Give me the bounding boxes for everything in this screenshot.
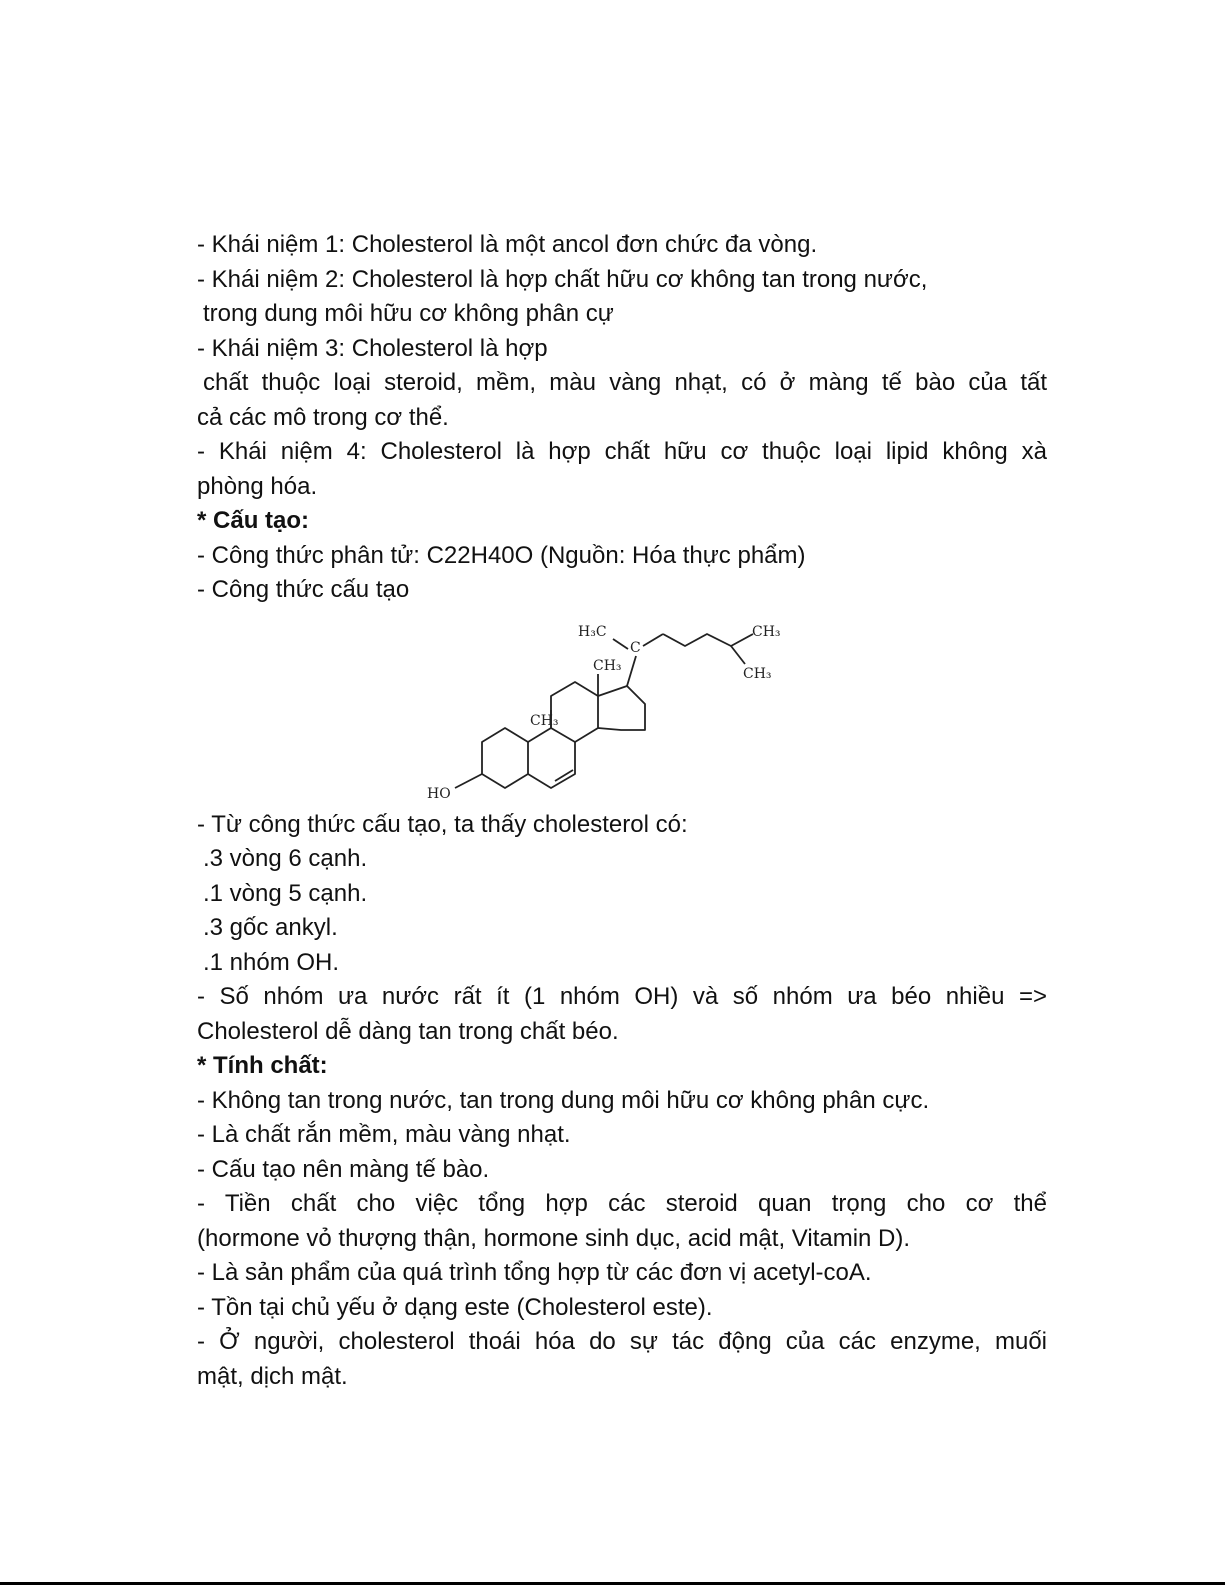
analysis-intro: - Từ công thức cấu tạo, ta thấy cholesterol có: <box>197 810 688 838</box>
double-bond <box>555 770 573 781</box>
property-2: - Là chất rắn mềm, màu vàng nhạt. <box>197 1121 571 1148</box>
concept-3-cont: chất thuộc loại steroid, mềm, màu vàng nhạt, có ở màng tế bào của tất <box>203 369 1047 396</box>
analysis-item: .3 gốc ankyl. <box>203 914 338 941</box>
concept-3: - Khái niệm 3: Cholesterol là hợp <box>197 334 548 362</box>
cholesterol-structure-figure <box>197 608 1047 808</box>
ring-a <box>482 728 528 788</box>
property-1: - Không tan trong nước, tan trong dung môi hữu cơ không phân cực. <box>197 1086 930 1114</box>
concept-4: - Khái niệm 4: Cholesterol là hợp chất hữu cơ thuộc loại lipid không xà <box>197 438 1047 465</box>
ho-bond <box>455 774 482 788</box>
property-6: - Tồn tại chủ yếu ở dạng este (Cholesterol este). <box>197 1293 713 1321</box>
ring-b <box>528 728 575 788</box>
concept-1: - Khái niệm 1: Cholesterol là một ancol đơn chức đa vòng. <box>197 231 818 258</box>
analysis-item: .1 vòng 5 cạnh. <box>203 879 368 907</box>
label-c: C <box>630 639 641 656</box>
property-4-end: (hormone vỏ thượng thận, hormone sinh dục, acid mật, Vitamin D). <box>197 1224 911 1252</box>
label-ch3-right: CH₃ <box>743 665 772 682</box>
label-ch3-top-right: CH₃ <box>752 623 781 640</box>
label-ho: HO <box>427 785 451 802</box>
ring-d <box>598 686 645 730</box>
concept-2-cont: trong dung môi hữu cơ không phân cự <box>203 300 614 327</box>
side-chain-5 <box>731 646 745 664</box>
concept-4-end: phòng hóa. <box>197 472 318 500</box>
property-3: - Cấu tạo nên màng tế bào. <box>197 1155 490 1183</box>
structural-formula-label: - Công thức cấu tạo <box>197 576 410 603</box>
analysis-conclusion: - Số nhóm ưa nước rất ít (1 nhóm OH) và số nhóm ưa béo nhiều => <box>197 983 1047 1010</box>
analysis-conclusion-end: Cholesterol dễ dàng tan trong chất béo. <box>197 1017 619 1045</box>
side-chain-2 <box>613 639 628 649</box>
structure-heading: * Cấu tạo: <box>197 507 310 534</box>
analysis-item: .1 nhóm OH. <box>203 948 340 976</box>
concept-3-end: cả các mô trong cơ thể. <box>197 403 449 431</box>
side-chain-1 <box>627 656 636 686</box>
label-ch3-d: CH₃ <box>593 657 622 674</box>
side-chain-4 <box>663 634 753 646</box>
property-7-end: mật, dịch mật. <box>197 1362 348 1390</box>
analysis-item: .3 vòng 6 cạnh. <box>203 845 368 872</box>
property-5: - Là sản phẩm của quá trình tổng hợp từ các đơn vị acetyl-coA. <box>197 1259 872 1286</box>
label-h3c: H₃C <box>578 623 607 640</box>
concept-2: - Khái niệm 2: Cholesterol là hợp chất hữu cơ không tan trong nước, <box>197 265 928 293</box>
cholesterol-structure-diagram <box>425 612 825 810</box>
properties-heading: * Tính chất: <box>197 1052 328 1079</box>
molecular-formula: - Công thức phân tử: C22H40O (Nguồn: Hóa thực phẩm) <box>197 541 806 569</box>
property-7: - Ở người, cholesterol thoái hóa do sự tác động của các enzyme, muối <box>197 1328 1047 1355</box>
side-chain-3 <box>643 634 663 646</box>
property-4: - Tiền chất cho việc tổng hợp các steroid quan trọng cho cơ thể <box>197 1190 1047 1217</box>
label-ch3-c: CH₃ <box>530 712 559 729</box>
document-body <box>197 228 1047 1394</box>
